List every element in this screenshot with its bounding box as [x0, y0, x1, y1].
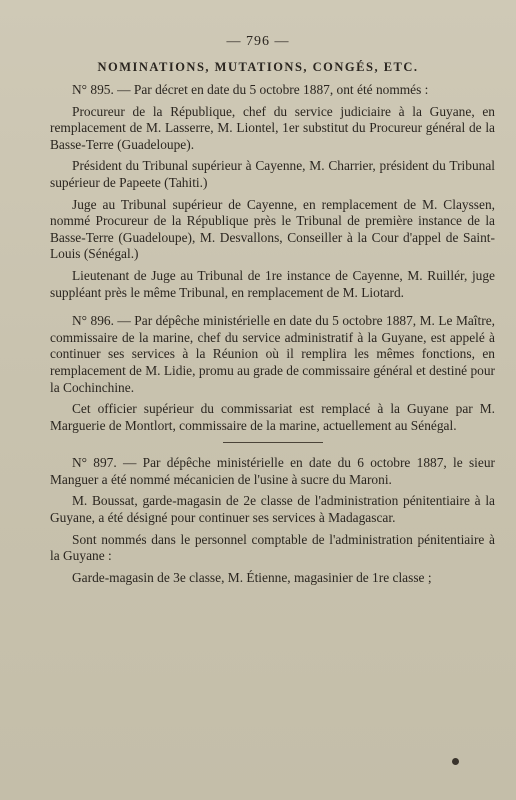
section-heading: NOMINATIONS, MUTATIONS, CONGÉS, ETC. — [97, 60, 419, 74]
document-body — [50, 82, 495, 586]
paragraph-president: Président du Tribunal supérieur à Cayenne, M. Charrier, président du Tribunal supérieur de Papeete (Tahiti.) — [50, 158, 495, 190]
paragraph-lieutenant: Lieutenant de Juge au Tribunal de 1re instance de Cayenne, M. Ruillér, juge suppléant près le même Tribunal, en remplacement de M. Liotard. — [50, 267, 495, 300]
section-divider — [223, 442, 323, 443]
paragraph-comptable: Sont nommés dans le personnel comptable de l'administration pénitentiaire à la Guyane : — [50, 531, 495, 564]
paragraph-commissariat: Cet officier supérieur du commissariat est remplacé à la Guyane par M. Marguerie de Montlort, commissaire de la marine, actuellement au Sénégal. — [50, 401, 495, 433]
page-number: — 796 — — [226, 34, 290, 49]
paragraph-decree-895: N° 895. — Par décret en date du 5 octobre 1887, ont été nommés : — [72, 82, 429, 97]
paragraph-juge: Juge au Tribunal supérieur de Cayenne, en remplacement de M. Clayssen, nommé Procureur de la République près le Tribunal de première instance de la Basse-Terre (Guadeloupe), M. Desvallons, Conseiller à la Cour d'appel de Saint-Louis (Sénégal.) — [50, 196, 495, 262]
paragraph-procureur: Procureur de la République, chef du service judiciaire à la Guyane, en remplacement de M. Lasserre, M. Liontel, 1er substitut du Procureur général de la Basse-Terre (Guadeloupe). — [50, 103, 495, 152]
paragraph-decision-897: N° 897. — Par dépêche ministérielle en date du 6 octobre 1887, le sieur Manguer a été nommé mécanicien de l'usine à sucre du Maroni. — [50, 455, 495, 487]
paragraph-decision-896: N° 896. — Par dépêche ministérielle en date du 5 octobre 1887, M. Le Maître, commissaire de la marine, chef du service administratif à la Guyane, est appelé à continuer ses services à la Réunion où il remplira les mêmes fonctions, en remplacement de M. Lidie, promu au grade de commissaire général et destiné pour la Cochinchine. — [50, 313, 495, 395]
paragraph-garde-magasin: Garde-magasin de 3e classe, M. Étienne, magasinier de 1re classe ; — [72, 569, 432, 585]
ink-spot — [452, 758, 459, 765]
paragraph-boussat: M. Boussat, garde-magasin de 2e classe de l'administration pénitentiaire à la Guyane, a été désigné pour continuer ses services à Madagascar. — [50, 493, 495, 526]
